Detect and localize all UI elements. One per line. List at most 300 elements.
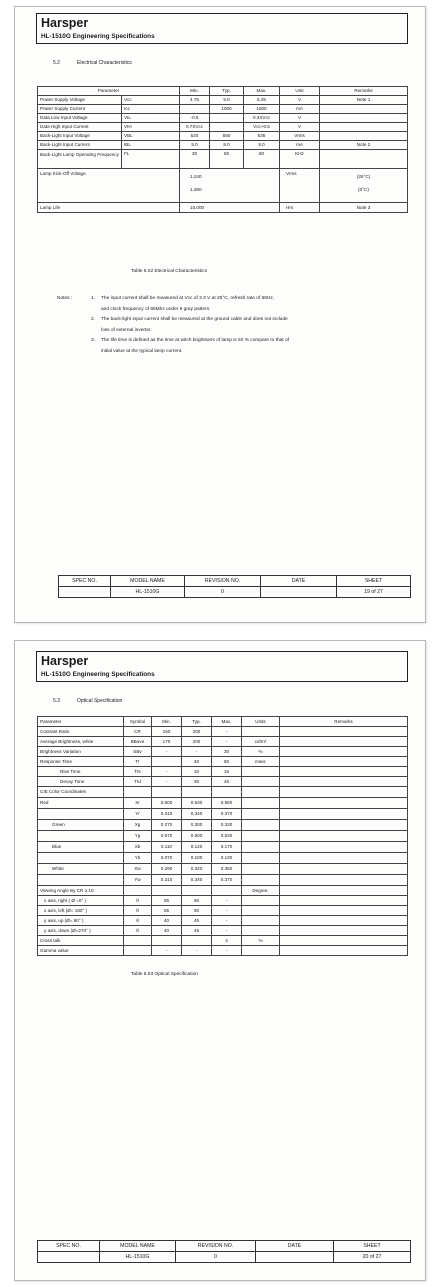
table-row <box>38 831 408 842</box>
table-cell: Average Brightness, white <box>38 737 124 747</box>
table-cell: 9.0 <box>244 141 280 150</box>
table-cell: - <box>152 767 182 777</box>
table-cell: Power Supply Voltage <box>38 96 122 105</box>
table-cell: msec <box>242 757 280 767</box>
document-title: HL-1510G Engineering Specifications <box>41 33 155 40</box>
table-cell <box>124 936 152 946</box>
table-cell <box>320 150 408 169</box>
table-cell: VIH <box>122 123 180 132</box>
table-cell <box>38 853 124 864</box>
table-row <box>38 141 408 150</box>
table-row <box>38 842 408 853</box>
table-row <box>38 747 408 757</box>
note-text: initial value at the typical lamp current. <box>101 348 183 354</box>
header-cell: Typ. <box>210 87 244 96</box>
table-cell: 0.340 <box>182 875 212 886</box>
table-cell: - <box>212 727 242 737</box>
table-cell: 0.350 <box>212 864 242 875</box>
table-cell: Note 1 <box>320 96 408 105</box>
table-cell: 550 <box>210 132 244 141</box>
table-cell <box>280 727 408 737</box>
table-cell: 1500 <box>244 105 280 114</box>
table-cell <box>242 896 280 906</box>
footer-header-cell: SPEC NO. <box>59 576 111 587</box>
table-cell: Back-Light Lamp Operating Frequency <box>38 150 122 169</box>
page-header-box <box>36 651 408 682</box>
footer-value-cell <box>59 587 111 598</box>
note-text: The life time is defined as the time at witch brightness of lamp is 50 % compare to that of <box>101 338 289 343</box>
footer-value-cell: 19 of 27 <box>337 587 411 598</box>
table-cell: y axis, down (Ø=270° ) <box>38 926 124 936</box>
table-cell: 0.630 <box>212 831 242 842</box>
table-cell: y axis, up (Ø= 90° ) <box>38 916 124 926</box>
table-cell: V <box>280 114 320 123</box>
table-cell: Data High Input Current <box>38 123 122 132</box>
table-cell: 80 <box>244 150 280 169</box>
table-cell: 0.370 <box>212 809 242 820</box>
company-name: Harsper <box>41 654 89 668</box>
table-cell: 60 <box>182 906 212 916</box>
table-cell: Lamp Life <box>38 203 180 213</box>
table-row <box>38 757 408 767</box>
table-row <box>38 946 408 956</box>
table-cell: Power Supply Current <box>38 105 122 114</box>
table-cell: % <box>242 936 280 946</box>
table-cell <box>182 936 212 946</box>
table-cell: 0.7XVcc <box>180 123 210 132</box>
table-cell <box>280 809 408 820</box>
table-cell <box>242 809 280 820</box>
table-cell: 10,000 <box>180 203 280 213</box>
section-number: 5.3 <box>53 698 60 704</box>
table-cell <box>280 916 408 926</box>
table-cell: Decay Time <box>38 777 124 787</box>
note-continuation <box>57 349 407 360</box>
table-cell: 45 <box>182 916 212 926</box>
table-cell: White <box>38 864 124 875</box>
footer-value-cell <box>261 587 337 598</box>
table-cell <box>320 114 408 123</box>
footer-header-cell: REVISION NO. <box>176 1241 256 1252</box>
table-cell: 0.570 <box>152 831 182 842</box>
table-cell <box>152 787 182 798</box>
table-cell <box>280 787 408 798</box>
table-cell <box>280 767 408 777</box>
table-cell: Xb <box>124 842 152 853</box>
header-cell: Units <box>242 717 280 727</box>
note-number: 3. <box>91 338 96 343</box>
document-title: HL-1510G Engineering Specifications <box>41 671 155 678</box>
table-cell: 0.660 <box>212 798 242 809</box>
table-cell <box>124 886 152 896</box>
table-cell <box>280 777 408 787</box>
table-cell: Xr <box>124 798 152 809</box>
table-row <box>38 809 408 820</box>
table-row <box>38 798 408 809</box>
table-cell <box>280 946 408 956</box>
table-cell: θ <box>124 896 152 906</box>
table-cell: KHz <box>280 150 320 169</box>
table-cell: Trd <box>124 777 152 787</box>
table-cell: 0.110 <box>152 842 182 853</box>
footer-value-cell: HL-1510G <box>111 587 185 598</box>
table-cell: 5.25 <box>244 96 280 105</box>
table-cell: Data Low Input Voltage <box>38 114 122 123</box>
footer-value-cell <box>256 1252 334 1263</box>
table-cell <box>124 946 152 956</box>
table-cell: - <box>212 737 242 747</box>
table-cell: mA <box>280 105 320 114</box>
table-cell: 30 <box>180 150 210 169</box>
header-cell: Parameter <box>38 717 124 727</box>
table-row <box>38 864 408 875</box>
table-cell: 0.370 <box>212 875 242 886</box>
kickoff-remark-25c: (25°C) <box>356 174 371 179</box>
table-cell: % <box>242 747 280 757</box>
table-cell: Vrms <box>280 132 320 141</box>
footer-header-cell: REVISION NO. <box>185 576 261 587</box>
table-cell <box>280 757 408 767</box>
table-cell: Back-Light Input Voltage <box>38 132 122 141</box>
footer-header-row <box>38 1241 411 1252</box>
table-cell: 40 <box>152 916 182 926</box>
page-header-box <box>36 13 408 44</box>
table-cell: 55 <box>152 906 182 916</box>
footer-header-cell: SPEC NO. <box>38 1241 100 1252</box>
table-cell <box>280 875 408 886</box>
table-cell <box>242 853 280 864</box>
table-cell: θ <box>124 916 152 926</box>
table-cell: 45 <box>182 926 212 936</box>
table-cell: 535 <box>244 132 280 141</box>
table-cell: 0.310 <box>152 809 182 820</box>
table-cell <box>242 820 280 831</box>
table-cell: 40 <box>152 926 182 936</box>
table-cell: 0.330 <box>212 820 242 831</box>
table-cell: Icc <box>122 105 180 114</box>
table-cell <box>210 114 244 123</box>
footer-value-cell: 0 <box>185 587 261 598</box>
table-row <box>38 926 408 936</box>
section-title: Optical Specification <box>77 698 123 704</box>
header-cell: Max. <box>244 87 280 96</box>
table-cell: V <box>280 123 320 132</box>
table-cell: - <box>212 906 242 916</box>
header-cell: Unit <box>280 87 320 96</box>
table-row <box>38 875 408 886</box>
table-cell <box>242 787 280 798</box>
kickoff-remark-0c: (0°C) <box>358 186 369 192</box>
table-cell <box>280 737 408 747</box>
table-row <box>38 132 408 141</box>
table-cell: Degree. <box>242 886 280 896</box>
table-cell: - <box>212 896 242 906</box>
table-header-row <box>38 717 408 727</box>
note-text: loss of external inverter. <box>101 327 152 333</box>
table-row <box>38 777 408 787</box>
table-row <box>38 916 408 926</box>
table-caption: Table 5.02 Electrical Characteristics <box>131 269 207 274</box>
note-item <box>57 296 407 307</box>
table-cell: Contrast Ratio <box>38 727 124 737</box>
table-cell: θ <box>124 926 152 936</box>
table-cell: VBL <box>122 132 180 141</box>
footer-value-cell <box>38 1252 100 1263</box>
note-number: 2. <box>91 317 96 322</box>
table-cell: x axis, right ( Ø =0° ) <box>38 896 124 906</box>
note-continuation <box>57 307 407 318</box>
table-cell: x axis, left (Ø= 180° ) <box>38 906 124 916</box>
table-cell: mA <box>280 141 320 150</box>
table-cell <box>242 798 280 809</box>
table-cell: 0.070 <box>152 853 182 864</box>
table-cell <box>182 886 212 896</box>
table-cell <box>320 123 408 132</box>
table-cell <box>38 875 124 886</box>
footer-header-cell: SHEET <box>337 576 411 587</box>
table-cell: 200 <box>182 737 212 747</box>
table-cell: 30 <box>212 747 242 757</box>
table-row <box>38 169 408 203</box>
table-cell <box>280 906 408 916</box>
table-cell: - <box>182 946 212 956</box>
table-cell: 0.3XVcc <box>244 114 280 123</box>
table-cell: Tr <box>124 757 152 767</box>
table-cell: CIE Color Coordinates <box>38 787 124 798</box>
table-row <box>38 96 408 105</box>
table-cell: Blue <box>38 842 124 853</box>
table-cell: 170 <box>152 737 182 747</box>
header-cell: Min. <box>152 717 182 727</box>
table-cell: SBv <box>124 747 152 757</box>
table-cell <box>280 936 408 946</box>
table-cell: CR <box>124 727 152 737</box>
table-cell <box>280 820 408 831</box>
table-cell: Vcc <box>122 96 180 105</box>
table-cell: Vcc+0.5 <box>244 123 280 132</box>
table-row <box>38 886 408 896</box>
header-cell: Remarks <box>320 87 408 96</box>
table-cell <box>180 169 280 203</box>
table-cell: 8.0 <box>210 141 244 150</box>
table-cell <box>242 842 280 853</box>
table-cell <box>242 777 280 787</box>
table-cell: 0.630 <box>182 798 212 809</box>
table-cell: - <box>152 777 182 787</box>
table-cell <box>242 767 280 777</box>
table-cell: V <box>280 96 320 105</box>
table-cell: BBave <box>124 737 152 747</box>
table-cell: 1000 <box>210 105 244 114</box>
table-cell: Green <box>38 820 124 831</box>
table-row <box>38 936 408 946</box>
table-row <box>38 820 408 831</box>
table-cell: - <box>212 926 242 936</box>
table-cell: - <box>212 946 242 956</box>
table-cell: 0.130 <box>212 853 242 864</box>
footer-value-cell: HL-1510G <box>100 1252 176 1263</box>
table-cell: 520 <box>180 132 210 141</box>
table-cell: Response Time <box>38 757 124 767</box>
table-cell: Back-Light Input Current <box>38 141 122 150</box>
table-cell: Xg <box>124 820 152 831</box>
table-cell: Red <box>38 798 124 809</box>
table-cell: 5.0 <box>180 141 210 150</box>
table-cell <box>280 853 408 864</box>
table-cell: 60 <box>182 896 212 906</box>
table-cell: 0.320 <box>182 864 212 875</box>
table-cell: cd/m² <box>242 737 280 747</box>
table-cell: 10 <box>182 767 212 777</box>
table-cell <box>242 906 280 916</box>
table-cell: Xw <box>124 864 152 875</box>
section-heading <box>53 60 132 66</box>
table-cell: 30 <box>182 777 212 787</box>
table-cell <box>280 842 408 853</box>
table-cell <box>38 831 124 842</box>
table-cell: Yw <box>124 875 152 886</box>
header-cell: Max. <box>212 717 242 727</box>
note-continuation <box>57 328 407 339</box>
optical-specification-table <box>37 716 408 956</box>
electrical-characteristics-table <box>37 86 408 213</box>
table-cell: 0.270 <box>152 820 182 831</box>
table-cell: Viewing Angle By CR ≥ 10 <box>38 886 124 896</box>
table-cell <box>152 757 182 767</box>
table-cell: 0.600 <box>152 798 182 809</box>
table-cell: 150 <box>152 727 182 737</box>
table-row <box>38 853 408 864</box>
company-name: Harsper <box>41 16 89 30</box>
table-cell <box>320 105 408 114</box>
header-cell: Parameter <box>38 87 180 96</box>
footer-value-cell: 20 of 27 <box>334 1252 411 1263</box>
table-cell: FL <box>122 150 180 169</box>
kickoff-min-25c: 1,240 <box>190 174 202 179</box>
table-cell: 0.140 <box>182 842 212 853</box>
table-cell <box>320 132 408 141</box>
table-cell <box>280 831 408 842</box>
table-cell <box>182 787 212 798</box>
table-cell: Vrms <box>280 169 320 203</box>
table-row <box>38 203 408 213</box>
table-cell <box>124 787 152 798</box>
table-cell <box>280 926 408 936</box>
section-heading <box>53 698 122 704</box>
table-cell <box>280 747 408 757</box>
table-cell <box>280 896 408 906</box>
table-cell: 0.170 <box>212 842 242 853</box>
footer-header-cell: DATE <box>261 576 337 587</box>
table-cell: - <box>152 747 182 757</box>
footer-value-cell: 0 <box>176 1252 256 1263</box>
table-cell: Rise Time <box>38 767 124 777</box>
table-cell: Hrs <box>280 203 320 213</box>
table-cell: 0.300 <box>182 820 212 831</box>
table-cell <box>180 105 210 114</box>
table-cell: 0.310 <box>152 875 182 886</box>
footer-header-cell: MODEL NAME <box>111 576 185 587</box>
table-cell <box>320 169 408 203</box>
table-cell <box>242 916 280 926</box>
table-cell <box>242 864 280 875</box>
table-cell: 200 <box>182 727 212 737</box>
footer-value-row <box>59 587 411 598</box>
table-cell: 4 <box>212 936 242 946</box>
table-row <box>38 737 408 747</box>
footer-header-row <box>59 576 411 587</box>
table-header-row <box>38 87 408 96</box>
table-cell: 4.75 <box>180 96 210 105</box>
section-title: Electrical Characteristics <box>77 60 132 66</box>
page-footer-table <box>37 1240 411 1263</box>
table-cell: Note 3 <box>320 203 408 213</box>
table-row <box>38 105 408 114</box>
spec-page-20 <box>14 640 426 1281</box>
footer-header-cell: DATE <box>256 1241 334 1252</box>
table-cell: Cross talk <box>38 936 124 946</box>
table-cell: 60 <box>212 757 242 767</box>
table-cell: - <box>152 946 182 956</box>
table-cell <box>242 831 280 842</box>
table-cell: IBL <box>122 141 180 150</box>
table-cell: θ <box>124 906 152 916</box>
note-text: and clock frequency of 65Mhz under 9 gray pattern. <box>101 306 211 312</box>
note-number: 1. <box>91 296 96 301</box>
table-row <box>38 906 408 916</box>
table-cell: 0.100 <box>182 853 212 864</box>
table-cell: 50 <box>210 150 244 169</box>
table-cell: Note 2 <box>320 141 408 150</box>
table-cell: Trs <box>124 767 152 777</box>
table-cell <box>242 875 280 886</box>
table-row <box>38 787 408 798</box>
footer-header-cell: MODEL NAME <box>100 1241 176 1252</box>
table-cell: 0.340 <box>182 809 212 820</box>
table-cell: Yr <box>124 809 152 820</box>
table-cell: Yb <box>124 853 152 864</box>
table-cell <box>152 936 182 946</box>
table-row <box>38 896 408 906</box>
table-cell: Lamp Kick-Off Voltage <box>38 169 180 203</box>
table-cell <box>152 886 182 896</box>
note-text: The back-light input current shall be measured at the ground cable and does not include <box>101 317 288 322</box>
note-item <box>57 338 407 349</box>
table-row <box>38 150 408 169</box>
spec-page-19 <box>14 6 426 623</box>
table-row <box>38 114 408 123</box>
table-cell: 5.0 <box>210 96 244 105</box>
table-cell <box>242 946 280 956</box>
table-cell: - <box>182 747 212 757</box>
table-cell <box>212 787 242 798</box>
table-cell <box>210 123 244 132</box>
table-cell: 15 <box>212 767 242 777</box>
notes-block <box>57 296 407 359</box>
table-cell: VIL <box>122 114 180 123</box>
table-cell <box>38 809 124 820</box>
table-cell <box>242 727 280 737</box>
table-cell: -0.5 <box>180 114 210 123</box>
table-cell <box>280 864 408 875</box>
table-cell: - <box>212 916 242 926</box>
table-cell: Yg <box>124 831 152 842</box>
header-cell: Remarks <box>280 717 408 727</box>
table-caption: Table 5.03 Optical Specification <box>131 972 198 977</box>
table-cell: Gamma value <box>38 946 124 956</box>
table-cell <box>242 926 280 936</box>
table-cell <box>212 886 242 896</box>
